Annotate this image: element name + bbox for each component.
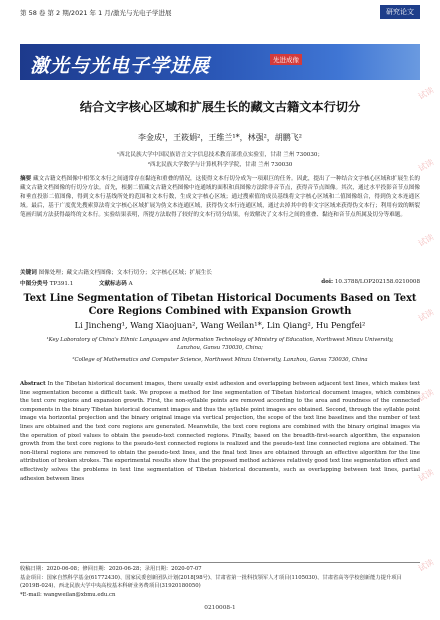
en-abstract-text: In the Tibetan historical document images, there usually exist adhesion and overlapping between adjacent text lines, which makes text line segmentation become a difficult task. We propose a method for line segmentation of Tibetan historical document images, which combines the text core regions and expansion growth. First, the non-syllable points are removed according to the area and roundness of the connected components in the binary Tibetan historical document images and thus the syllable point images are obtained. Second, through the syllable point image via horizontal projection and the binary original image via vertical projection, the scope of the text line baselines and the number of text lines are obtained and the text core regions are generated. Meanwhile, the text core regions are combined with the binary original images via the operation of pixel values to obtain the pseudo-text connected regions. Finally, based on the breadth-first-search algorithm, the expansion growth from the text core regions to the pseudo-text connected regions is realized and the pseudo-text line connected regions are obtained. The non-literal regions are removed to obtain the pseudo-text lines, and the final text lines are obtained through an effective algorithm for the line attribution of broken strokes. The experimental results show that the proposed method achieves relatively good text line segmentation effect and effectively solves the problems in text line segmentation of Tibetan historical documents, such as overlapping between text lines, partial adhesion between lines — [20, 381, 420, 482]
watermark: 试读 — [416, 307, 436, 324]
en-affiliation: ²College of Mathematics and Computer Science, Northwest Minzu University, Lanzhou, Gansu 730030, China — [72, 357, 368, 363]
en-abstract-label: Abstract — [20, 381, 46, 387]
cn-title: 结合文字核心区域和扩展生长的藏文古籍文本行切分 — [79, 100, 361, 114]
banner-tag: 先进成像 — [270, 54, 302, 65]
cn-keywords-row — [20, 268, 420, 276]
watermark: 试读 — [416, 85, 436, 102]
cn-abstract-text: 基线将文字核心区域和二值图像组合，得到伪文本连通区域。最后，基于广度优先搜索算法将文字核心区域扩展为伪文本连通区域，获得伪文本行连通区域，通过去掉其中的非文字区域来获得伪文本行；利用有效的断裂笔画归属方法获得最终的文本行。实验结果表明，所提方法取得了较好的文本行切分结果，有效解决了文本行之间的重叠、黏连和音节点所属及切分等难题。 — [20, 194, 420, 219]
en-abstract — [20, 380, 420, 483]
footer-funding: 基金项目：国家自然科学基金(61772430)、国家民委创新团队计划(2018[98号)、甘肃省第一批科技领军人才项目(1105030)、甘肃省高等学校创新能力提升项目(2019B-024)、西北民族大学中央高校基本科研业务费项目(31920180050) — [20, 575, 402, 590]
doi-value: 10.3788/LOP202158.0210008 — [334, 279, 420, 285]
cn-keywords: 图像处理；藏文古籍文档图像；文本行切分；文字核心区域；扩展生长 — [38, 270, 212, 276]
footer-received: 收稿日期：2020-06-08；修回日期：2020-06-28；录用日期：2020-07-07 — [20, 566, 202, 572]
doi-label: doi: — [321, 279, 334, 285]
footer-email: *E-mail: wangweilan@xbmu.edu.cn — [20, 592, 116, 598]
cn-abstract-label: 摘要 — [20, 176, 32, 182]
clc-value: TP391.1 — [49, 281, 74, 287]
footer-divider — [20, 562, 420, 563]
en-authors: Li Jincheng¹, Wang Xiaojuan², Wang Weilan¹*, Lin Qiang², Hu Pengfei² — [74, 320, 366, 330]
cn-keywords-label: 关键词 — [20, 270, 37, 276]
watermark: 试读 — [416, 387, 436, 404]
en-affiliation: ¹Key Laboratory of China's Ethnic Languages and Information Technology of Ministry of Education, Northwest Minzu University, Lanzhou, Gansu 730030, China; — [46, 337, 394, 351]
doc-code-label: 文献标志码 — [98, 281, 127, 287]
watermark: 试读 — [416, 232, 436, 249]
journal-header — [0, 0, 440, 44]
page-number: 0210008-1 — [204, 605, 236, 611]
journal-name: 激光与光电子学进展 — [30, 55, 211, 77]
doc-code-value: A — [128, 281, 133, 287]
en-title: Text Line Segmentation of Tibetan Historical Documents Based on Text Core Regions Combined with Expansion Growth — [23, 293, 417, 317]
cn-classification-row — [20, 279, 420, 287]
watermark: 试读 — [416, 157, 436, 174]
watermark: 试读 — [416, 467, 436, 484]
cn-affiliation: ¹西北民族大学中国民族语言文字信息技术教育部重点实验室，甘肃 兰州 730030； — [116, 152, 324, 158]
section-badge: 研究论文 — [380, 5, 420, 19]
cn-authors: 李金成¹，王筱娟²，王维兰¹*，林强²，胡鹏飞² — [137, 133, 303, 142]
clc-label: 中图分类号 — [20, 281, 48, 287]
issue-line: 第 58 卷 第 2 期/2021 年 1 月/激光与光电子学进展 — [20, 9, 172, 17]
journal-banner — [20, 44, 420, 80]
cn-abstract — [20, 175, 420, 220]
watermark: 试读 — [416, 557, 436, 574]
cn-abstract-text: 藏文古籍文档图像中相邻文本行之间通常存在黏连和重叠的情况，这使得文本行切分成为一项艰巨的任务。因此，提出了一种结合文字核心区域和扩展生长的藏文古籍文档图像的行切分方法。首先，根据二值藏文古籍文档图像中连通域的面积和真图像方法除非音节点，获得音节点图像。其次，通过水平投影音节点图像和垂直投影二值图像，得到文本行基线所处的范围和文本行数，生成文字核心区域；通过搜索值的成员 — [20, 176, 420, 201]
cn-affiliation: ²西北民族大学数学与计算机科学学院，甘肃 兰州 730030 — [147, 162, 293, 168]
